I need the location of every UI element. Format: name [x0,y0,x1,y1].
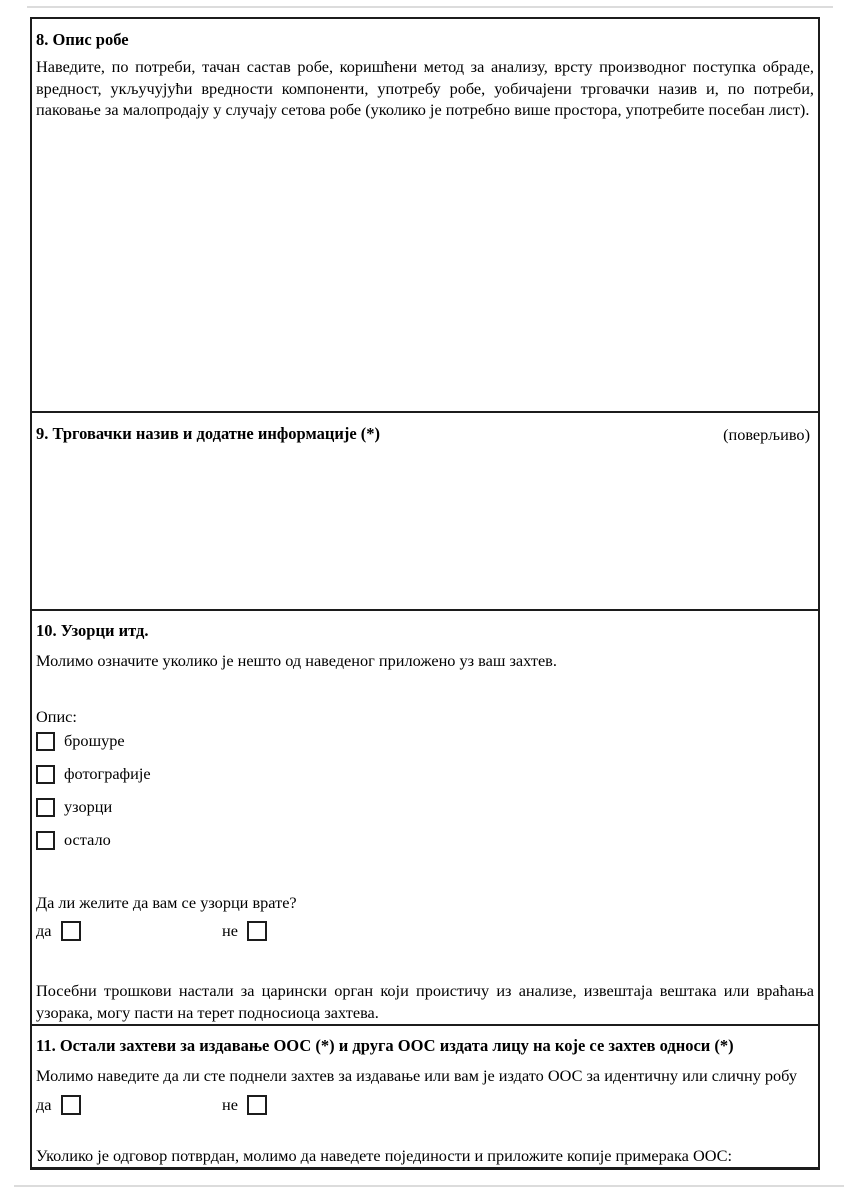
other-bti-no-pair [222,1094,267,1116]
section10-11-divider [32,1024,818,1026]
brochures-label: брошуре [64,731,125,751]
samples-return-no-pair [222,920,267,942]
option-row-photographs [36,763,151,785]
section10-intro-text: Молимо означите уколико је нешто од наведеног приложено уз ваш захтев. [36,651,557,670]
other-checkbox[interactable] [36,831,55,850]
option-row-samples [36,796,112,818]
yes-label: да [36,921,52,940]
samples-return-yesno-row [36,920,812,944]
yes-label: да [36,1095,52,1114]
photographs-label: фотографије [64,764,151,784]
samples-label: узорци [64,797,113,817]
confidential-note: (поверљиво) [723,425,810,444]
samples-return-yes-pair [36,920,81,942]
section8-9-divider [32,411,818,413]
other-bti-yesno-row [36,1094,812,1118]
other-bti-yes-checkbox[interactable] [61,1095,81,1115]
other-bti-no-checkbox[interactable] [247,1095,267,1115]
samples-return-no-checkbox[interactable] [247,921,267,941]
section9-title: 9. Трговачки назив и додатне информације (*) [36,424,381,443]
page-bottom-edge-line [14,1185,844,1187]
bti-application-form [30,17,820,1170]
section9-10-divider [32,609,818,611]
other-bti-yes-pair [36,1094,81,1116]
description-label: Опис: [36,707,77,726]
page-top-edge-line [27,6,833,8]
samples-return-question: Да ли желите да вам се узорци врате? [36,893,297,912]
section8-title: 8. Опис робе [36,30,129,49]
other-label: остало [64,830,111,850]
section11-intro-text: Молимо наведите да ли сте поднели захтев за издавање или вам је издато ООС за идентичну или сличну робу [36,1066,797,1085]
no-label: не [222,1095,238,1114]
section11-title: 11. Остали захтеви за издавање ООС (*) и друга ООС издата лицу на које се захтев односи (*) [36,1036,734,1055]
samples-return-yes-checkbox[interactable] [61,921,81,941]
section11-footer-text: Уколико је одговор потврдан, молимо да наведете појединости и приложите копије примерака ООС: [36,1146,733,1165]
brochures-checkbox[interactable] [36,732,55,751]
photographs-checkbox[interactable] [36,765,55,784]
option-row-brochures [36,730,125,752]
section8-description-text: Наведите, по потреби, тачан састав робе, коришћени метод за анализу, врсту производног поступка обраде, вредност, укључујући вредности компоненти, употребу робе, уобичајени трговачки назив и, по потреби, паковање за малопродају у случају сетова робе (уколико је потребно више простора, употребите посебан лист). [36,57,814,119]
samples-checkbox[interactable] [36,798,55,817]
no-label: не [222,921,238,940]
section10-title: 10. Узорци итд. [36,621,149,640]
special-costs-note: Посебни трошкови настали за царински орган који проистичу из анализе, извештаја вештака или враћања узорака, могу пасти на терет подносиоца захтева. [36,981,814,1022]
option-row-other [36,829,111,851]
